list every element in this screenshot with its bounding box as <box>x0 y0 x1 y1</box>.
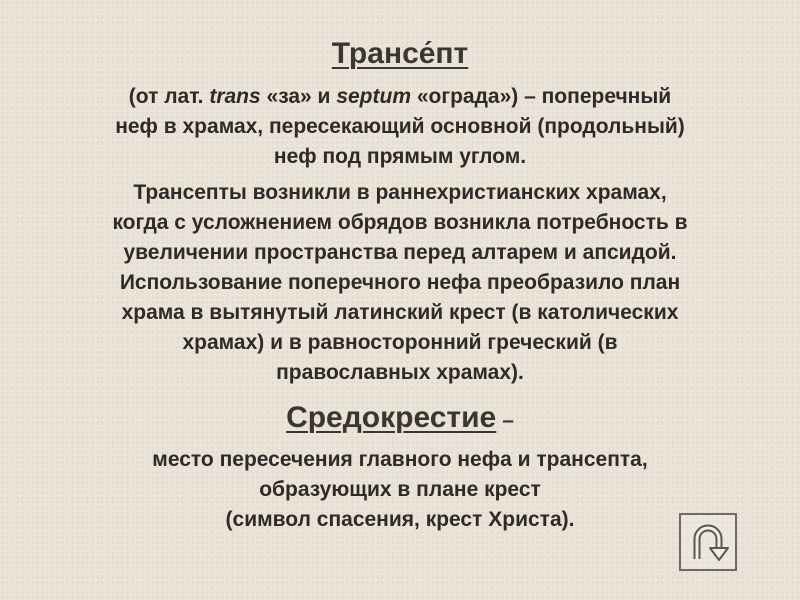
history-line: Трансепты возникли в раннехристианских храмах, <box>133 181 667 204</box>
return-button[interactable] <box>679 513 737 571</box>
crossing-heading <box>20 394 780 445</box>
history-line: Использование поперечного нефа преобразило план <box>119 271 681 294</box>
history-line: храма в вытянутый латинский крест (в католических <box>121 301 679 324</box>
slide-content <box>20 30 780 535</box>
u-turn-arrow-icon <box>681 515 735 569</box>
crossing-dash: – <box>502 409 514 432</box>
definition-line-1: (от лат. trans «за» и septum «ограда») – поперечный <box>128 85 672 108</box>
latin-word-trans: trans <box>209 85 261 108</box>
history-line: когда с усложнением обрядов возникла потребность в <box>112 211 688 234</box>
definition-paragraph <box>20 82 780 172</box>
crossing-line: (символ спасения, крест Христа). <box>225 508 575 531</box>
crossing-line: образующих в плане крест <box>259 478 541 501</box>
crossing-line: место пересечения главного нефа и трансепта, <box>152 448 648 471</box>
history-line: увеличении пространства перед алтарем и апсидой. <box>123 241 677 264</box>
latin-word-septum: septum <box>336 85 411 108</box>
crossing-paragraph <box>20 445 780 535</box>
crossing-title: Средокрестие <box>286 401 497 434</box>
definition-line-2: неф в храмах, пересекающий основной (продольный) <box>115 115 685 138</box>
definition-line-3: неф под прямым углом. <box>273 145 527 168</box>
history-line: храмах) и в равносторонний греческий (в <box>182 331 618 354</box>
history-paragraph <box>20 178 780 388</box>
page-title: Трансе́пт <box>331 37 469 70</box>
history-line: православных храмах). <box>276 361 524 384</box>
